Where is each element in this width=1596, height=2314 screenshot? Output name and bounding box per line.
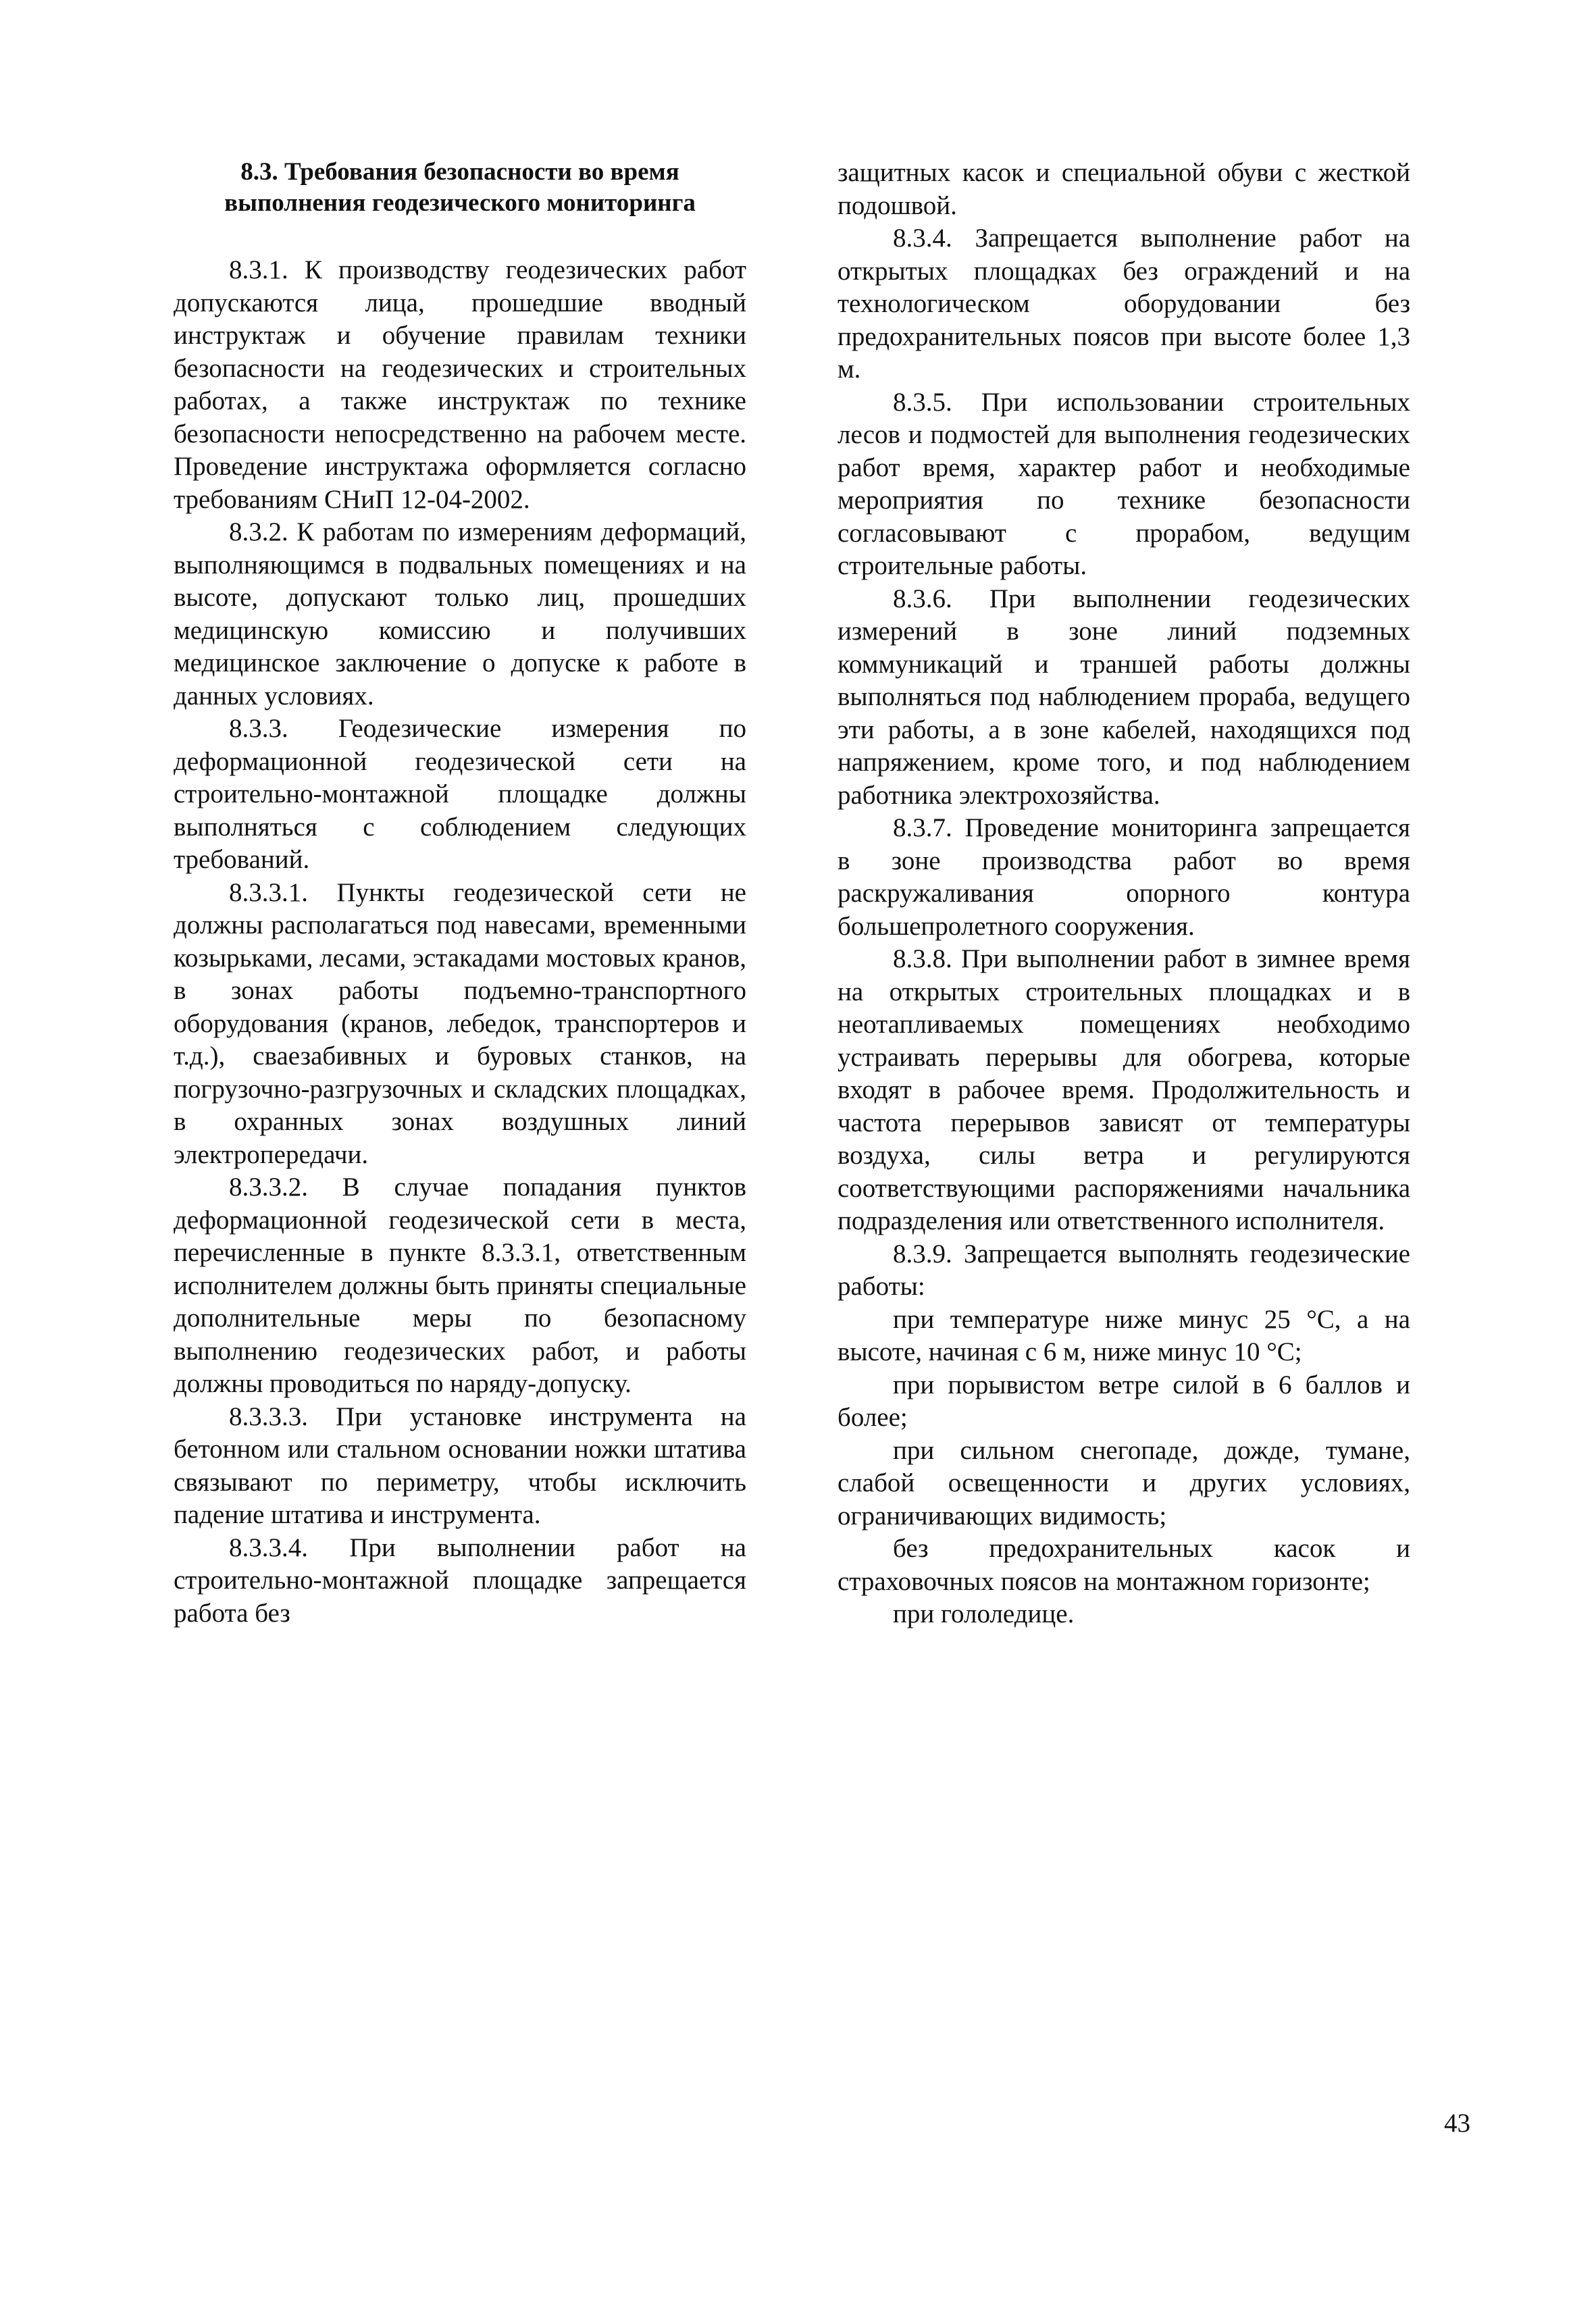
paragraph-continuation: защитных касок и специальной обуви с жесткой подошвой. (838, 158, 1410, 220)
section-heading-line-2: выполнения геодезического мониторинга (224, 189, 696, 217)
list-item: при сильном снегопаде, дожде, тумане, слабой освещенности и других условиях, ограничивающих видимость; (838, 1435, 1410, 1531)
list-item: при порывистом ветре силой в 6 баллов и более; (838, 1370, 1410, 1432)
paragraph-8-3-1: 8.3.1. К производству геодезических работ допускаются лица, прошедшие вводный инструктаж и обучение правилам техники безопасности на геодезических и строительных работах, а также инструктаж по технике безопасности непосредственно на рабочем месте. Проведение инструктажа оформляется согласно требованиям СНиП 12-04-2002. (174, 255, 746, 514)
list-item: без предохранительных касок и страховочных поясов на монтажном горизонте; (838, 1534, 1410, 1596)
section-heading-line-1: 8.3. Требования безопасности во время (240, 158, 679, 186)
paragraph-8-3-4: 8.3.4. Запрещается выполнение работ на открытых площадках без ограждений и на технологическом оборудовании без предохранительных поясов при высоте более 1,3 м. (838, 224, 1410, 384)
paragraph-8-3-3-1: 8.3.3.1. Пункты геодезической сети не должны располагаться под навесами, временными козырьками, лесами, эстакадами мостовых кранов, в зонах работы подъемно-транспортного оборудования (кранов, лебедок, транспортеров и т.д.), сваезабивных и буровых станков, на погрузочно-разгрузочных и складских площадках, в охранных зонах воздушных линий электропередачи. (174, 877, 746, 1169)
left-column (174, 157, 746, 1630)
paragraph-8-3-6: 8.3.6. При выполнении геодезических измерений в зоне линий подземных коммуникаций и траншей работы должны выполняться под наблюдением прораба, ведущего эти работы, а в зоне кабелей, находящихся под напряжением, кроме того, и под наблюдением работника электрохозяйства. (838, 584, 1410, 810)
list-item: при гололедице. (893, 1599, 1075, 1628)
paragraph-8-3-5: 8.3.5. При использовании строительных лесов и подмостей для выполнения геодезических работ время, характер работ и необходимые мероприятия по технике безопасности согласовывают с прорабом, ведущим строительные работы. (838, 387, 1410, 580)
list-item: при температуре ниже минус 25 °С, а на высоте, начиная с 6 м, ниже минус 10 °С; (838, 1304, 1410, 1366)
paragraph-8-3-2: 8.3.2. К работам по измерениям деформаций, выполняющимся в подвальных помещениях и на высоте, допускают только лиц, прошедших медицинскую комиссию и получивших медицинское заключение о допуске к работе в данных условиях. (174, 517, 746, 711)
paragraph-8-3-3: 8.3.3. Геодезические измерения по деформационной геодезической сети на строительно-монтажной площадке должны выполняться с соблюдением следующих требований. (174, 714, 746, 874)
paragraph-8-3-7: 8.3.7. Проведение мониторинга запрещается в зоне производства работ во время раскружаливания опорного контура большепролетного сооружения. (838, 813, 1410, 941)
paragraph-8-3-3-3: 8.3.3.3. При установке инструмента на бетонном или стальном основании ножки штатива связывают по периметру, чтобы исключить падение штатива и инструмента. (174, 1402, 746, 1529)
page-number: 43 (1444, 2109, 1470, 2138)
paragraph-8-3-3-2: 8.3.3.2. В случае попадания пунктов деформационной геодезической сети в места, перечисленные в пункте 8.3.3.1, ответственным исполнителем должны быть приняты специальные дополнительные меры по безопасному выполнению геодезических работ, и работы должны проводиться по наряду-допуску. (174, 1173, 746, 1398)
paragraph-8-3-3-4: 8.3.3.4. При выполнении работ на строительно-монтажной площадке запрещается работа без (174, 1533, 746, 1628)
paragraph-8-3-8: 8.3.8. При выполнении работ в зимнее время на открытых строительных площадках и в неотапливаемых помещениях необходимо устраивать перерывы для обогрева, которые входят в рабочее время. Продолжительность и частота перерывов зависят от температуры воздуха, силы ветра и регулируются соответствующими распоряжениями начальника подразделения или ответственного исполнителя. (838, 944, 1410, 1235)
section-heading (174, 157, 746, 219)
paragraph-8-3-9: 8.3.9. Запрещается выполнять геодезические работы: (838, 1239, 1410, 1301)
right-column (838, 157, 1410, 1631)
